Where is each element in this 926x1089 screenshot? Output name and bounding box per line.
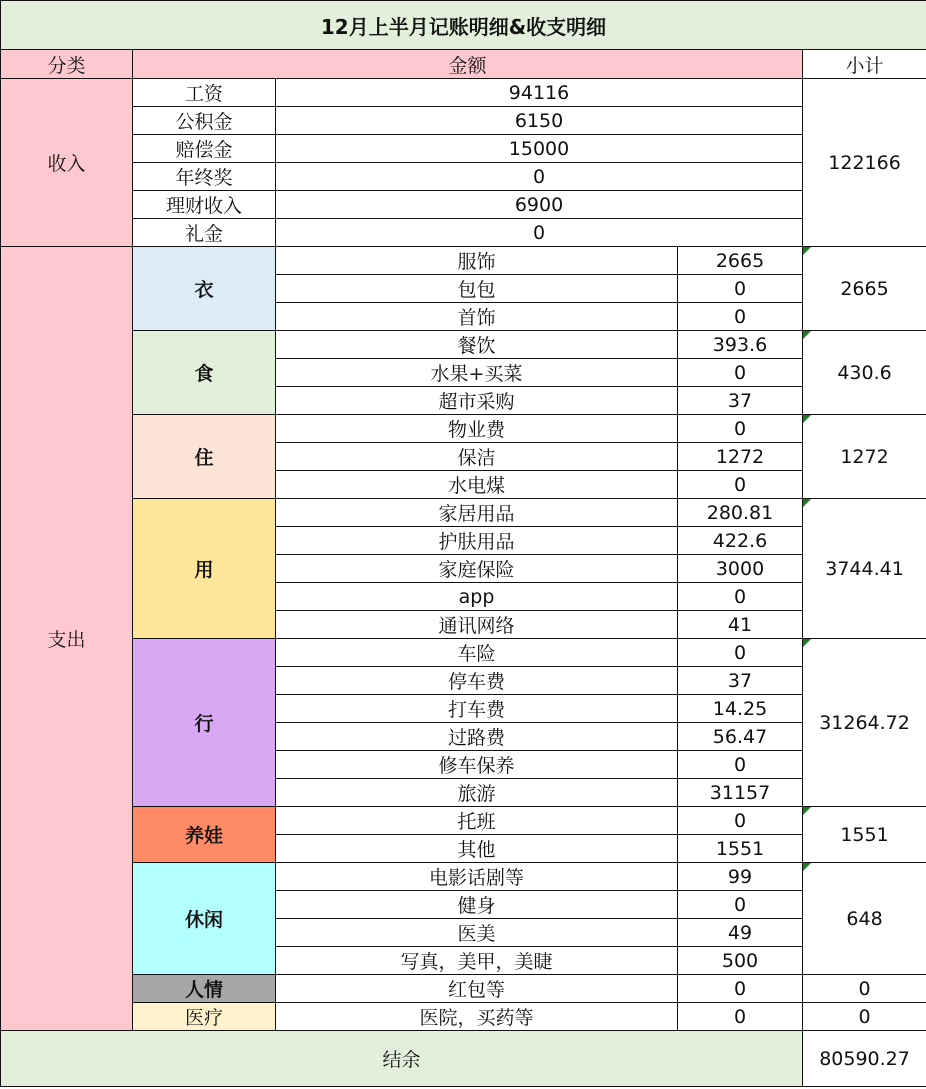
expense-group-household: 用 [133, 499, 276, 639]
header-subtotal: 小计 [803, 50, 926, 79]
expense-group-subtotal: 0 [803, 1003, 926, 1031]
subtotal-value: 1551 [840, 823, 889, 846]
expense-item-name: 服饰 [276, 247, 678, 275]
expense-group-subtotal [803, 415, 926, 499]
expense-item-name: 家居用品 [276, 499, 678, 527]
expense-group-subtotal [803, 499, 926, 639]
expense-item-value: 3000 [678, 555, 803, 583]
comment-marker-icon [803, 807, 811, 815]
subtotal-value: 430.6 [837, 361, 892, 384]
income-item-name: 赔偿金 [133, 135, 276, 163]
comment-marker-icon [803, 639, 811, 647]
comment-marker-icon [803, 415, 811, 423]
comment-marker-icon [803, 331, 811, 339]
income-item-name: 年终奖 [133, 163, 276, 191]
expense-item-name: 健身 [276, 891, 678, 919]
expense-item-value: 0 [678, 751, 803, 779]
sheet-title: 12月上半月记账明细&收支明细 [1, 1, 926, 50]
expense-item-value: 56.47 [678, 723, 803, 751]
expense-group-transport: 行 [133, 639, 276, 807]
balance-label: 结余 [1, 1031, 803, 1087]
expense-item-value: 2665 [678, 247, 803, 275]
expense-item-name: 家庭保险 [276, 555, 678, 583]
subtotal-value: 3744.41 [825, 557, 904, 580]
income-item-value: 6900 [276, 191, 803, 219]
subtotal-value: 648 [846, 907, 883, 930]
expense-group-subtotal [803, 247, 926, 331]
expense-item-value: 0 [678, 639, 803, 667]
expense-item-name: 包包 [276, 275, 678, 303]
expense-item-name: 超市采购 [276, 387, 678, 415]
expense-item-name: 保洁 [276, 443, 678, 471]
expense-item-value: 1272 [678, 443, 803, 471]
expense-group-medical: 医疗 [133, 1003, 276, 1031]
expense-item-name: 车险 [276, 639, 678, 667]
expense-item-value: 41 [678, 611, 803, 639]
subtotal-value: 31264.72 [819, 711, 910, 734]
expense-item-value: 31157 [678, 779, 803, 807]
expense-item-value: 99 [678, 863, 803, 891]
expense-item-value: 422.6 [678, 527, 803, 555]
expense-group-leisure: 休闲 [133, 863, 276, 975]
expense-item-name: 其他 [276, 835, 678, 863]
expense-item-value: 0 [678, 1003, 803, 1031]
expense-item-name: 停车费 [276, 667, 678, 695]
expense-item-name: app [276, 583, 678, 611]
income-item-name: 礼金 [133, 219, 276, 247]
expense-group-housing: 住 [133, 415, 276, 499]
expense-item-value: 1551 [678, 835, 803, 863]
expense-group-subtotal: 0 [803, 975, 926, 1003]
expense-group-subtotal [803, 863, 926, 975]
expense-item-name: 通讯网络 [276, 611, 678, 639]
expense-item-name: 红包等 [276, 975, 678, 1003]
header-amount: 金额 [133, 50, 803, 79]
expense-item-value: 37 [678, 387, 803, 415]
income-item-name: 工资 [133, 79, 276, 107]
expense-item-name: 医美 [276, 919, 678, 947]
expense-item-value: 0 [678, 583, 803, 611]
expense-item-value: 393.6 [678, 331, 803, 359]
expense-item-value: 500 [678, 947, 803, 975]
expense-item-name: 打车费 [276, 695, 678, 723]
expense-item-value: 280.81 [678, 499, 803, 527]
expense-item-name: 旅游 [276, 779, 678, 807]
expense-item-value: 0 [678, 471, 803, 499]
expense-group-subtotal [803, 331, 926, 415]
expense-item-value: 37 [678, 667, 803, 695]
expense-item-value: 0 [678, 807, 803, 835]
income-item-name: 理财收入 [133, 191, 276, 219]
expense-item-name: 修车保养 [276, 751, 678, 779]
expense-item-name: 餐饮 [276, 331, 678, 359]
expense-item-name: 首饰 [276, 303, 678, 331]
expense-item-name: 水果+买菜 [276, 359, 678, 387]
income-item-value: 0 [276, 219, 803, 247]
expense-item-name: 水电煤 [276, 471, 678, 499]
expense-group-subtotal [803, 639, 926, 807]
expense-item-value: 49 [678, 919, 803, 947]
comment-marker-icon [803, 247, 811, 255]
expense-item-name: 电影话剧等 [276, 863, 678, 891]
expense-item-value: 0 [678, 975, 803, 1003]
income-item-value: 94116 [276, 79, 803, 107]
expense-item-value: 0 [678, 415, 803, 443]
expense-group-food: 食 [133, 331, 276, 415]
expense-group-gifts: 人情 [133, 975, 276, 1003]
comment-marker-icon [803, 863, 811, 871]
income-item-value: 6150 [276, 107, 803, 135]
expense-item-value: 0 [678, 891, 803, 919]
income-subtotal: 122166 [803, 79, 926, 247]
header-category: 分类 [1, 50, 133, 79]
expense-item-value: 0 [678, 359, 803, 387]
subtotal-value: 2665 [840, 277, 889, 300]
income-item-value: 0 [276, 163, 803, 191]
expense-item-value: 0 [678, 303, 803, 331]
expense-label: 支出 [1, 247, 133, 1031]
expense-item-name: 物业费 [276, 415, 678, 443]
expense-item-name: 写真，美甲，美睫 [276, 947, 678, 975]
balance-value: 80590.27 [803, 1031, 926, 1087]
expense-item-name: 过路费 [276, 723, 678, 751]
expense-group-childcare: 养娃 [133, 807, 276, 863]
expense-item-name: 护肤用品 [276, 527, 678, 555]
income-item-value: 15000 [276, 135, 803, 163]
subtotal-value: 1272 [840, 445, 889, 468]
expense-group-clothing: 衣 [133, 247, 276, 331]
expense-item-value: 14.25 [678, 695, 803, 723]
income-label: 收入 [1, 79, 133, 247]
expense-item-value: 0 [678, 275, 803, 303]
expense-group-subtotal [803, 807, 926, 863]
expense-item-name: 托班 [276, 807, 678, 835]
comment-marker-icon [803, 499, 811, 507]
expense-item-name: 医院，买药等 [276, 1003, 678, 1031]
income-item-name: 公积金 [133, 107, 276, 135]
